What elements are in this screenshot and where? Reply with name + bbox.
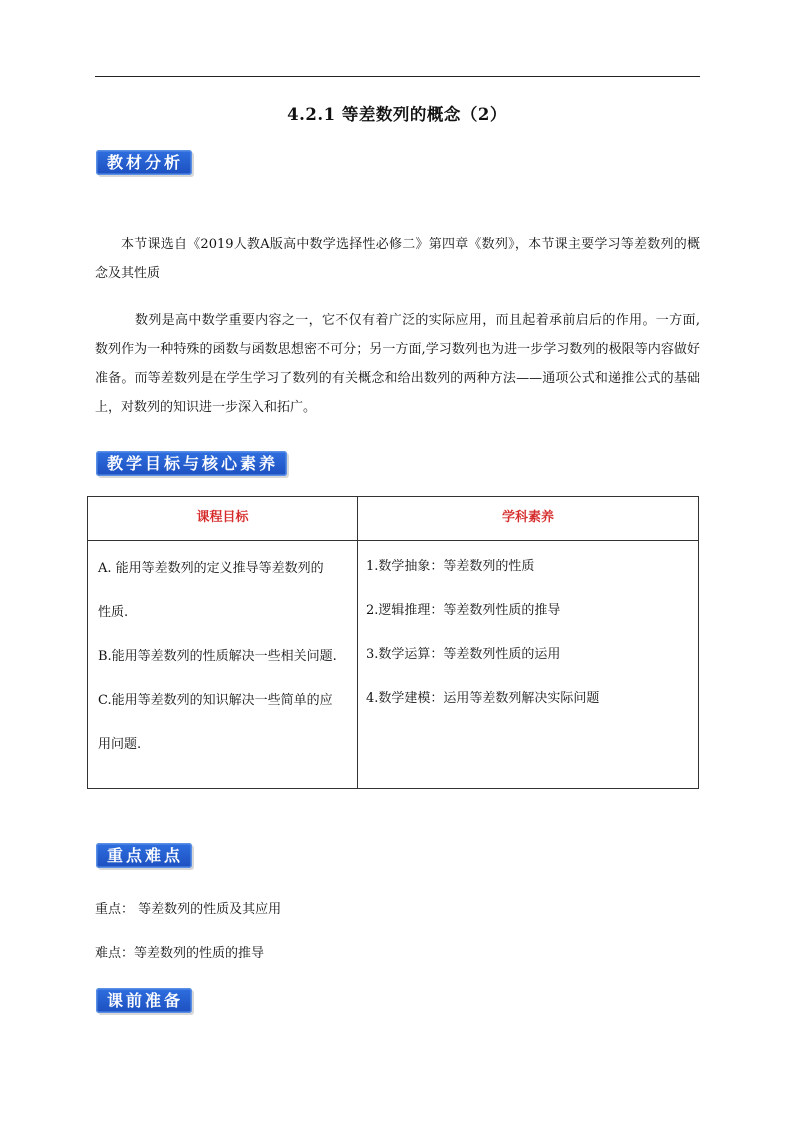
difficulty-text: 难点：等差数列的性质的推导 [95,946,265,961]
literacy-cell [358,541,699,789]
course-goals-cell [88,541,358,789]
section-badge-key-points: 重点难点 [96,843,192,868]
header-rule [95,76,700,77]
section-badge-goals: 教学目标与核心素养 [96,451,287,476]
analysis-paragraph-2: 数列是高中数学重要内容之一，它不仅有着广泛的实际应用，而且起着承前启后的作用。一方面, 数列作为一种特殊的函数与函数思想密不可分；另一方面,学习数列也为进一步学习数列的极限等内容做好准备。而等差数列是在学生学习了数列的有关概念和给出数列的两种方法——通项公式和递推公式的基础上，对数列的知识进一步深入和拓广。 [95,313,700,415]
analysis-paragraph-1: 本节课选自《2019人教A版高中数学选择性必修二》第四章《数列》，本节课主要学习等差数列的概念及其性质 [95,237,700,281]
goal-line: C.能用等差数列的知识解决一些简单的应 [98,693,333,708]
table-header-row [88,497,699,541]
focus-text: 重点： 等差数列的性质及其应用 [95,902,282,917]
section-badge-analysis: 教材分析 [96,150,192,175]
table-row [88,541,699,789]
goal-line: 用问题. [98,737,142,752]
literacy-line: 3.数学运算：等差数列性质的运用 [366,647,561,662]
section-badge-preparation: 课前准备 [96,988,192,1013]
goal-line: B.能用等差数列的性质解决一些相关问题. [98,649,337,664]
goals-table [87,496,699,789]
table-header-literacy: 学科素养 [358,497,699,541]
goal-line: A. 能用等差数列的定义推导等差数列的 [98,561,324,576]
literacy-line: 2.逻辑推理：等差数列性质的推导 [366,603,561,618]
goal-line: 性质. [98,605,129,620]
page-title: 4.2.1 等差数列的概念（2） [287,105,507,124]
literacy-line: 1.数学抽象：等差数列的性质 [366,559,535,574]
literacy-line: 4.数学建模：运用等差数列解决实际问题 [366,691,600,706]
table-header-course-goals: 课程目标 [88,497,358,541]
